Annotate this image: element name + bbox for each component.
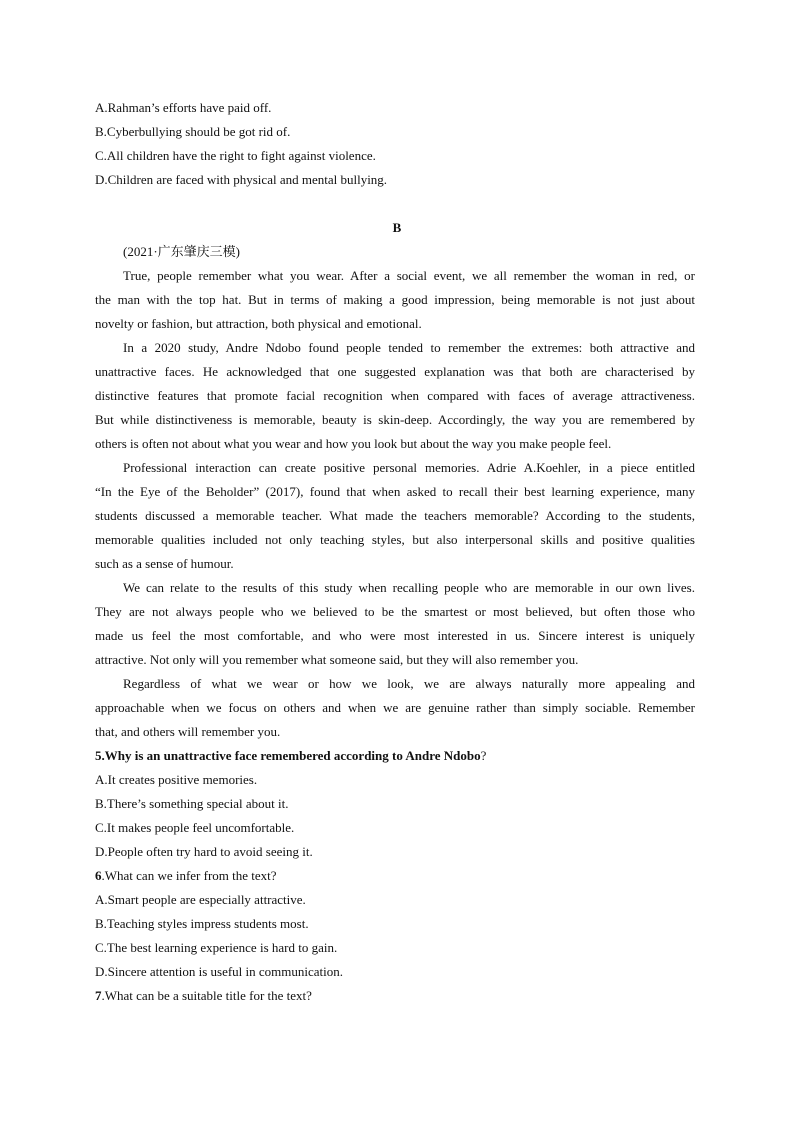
passage-line: the man with the top hat. But in terms of making a good impression, being memorable is not just about	[95, 292, 695, 307]
question-7	[95, 984, 312, 1008]
passage-line: that, and others will remember you.	[95, 724, 281, 739]
q5-option-b: B.There’s something special about it.	[95, 796, 289, 811]
question-stem: .Why is an unattractive face remembered according to Andre Ndobo	[101, 748, 481, 763]
q6-option-c: C.The best learning experience is hard to gain.	[95, 940, 338, 955]
question-number: 7	[95, 988, 102, 1003]
question-stem: .What can we infer from the text?	[101, 868, 277, 883]
question-number: 6	[95, 868, 102, 883]
passage-line: students discussed a memorable teacher. What made the teachers memorable? According to the students,	[95, 508, 695, 523]
passage-line: They are not always people who we believed to be the smartest or most believed, but often those who	[95, 604, 695, 619]
passage-line: But while distinctiveness is memorable, beauty is skin-deep. Accordingly, the way you are remembered by	[95, 412, 695, 427]
question-number: 5	[95, 748, 102, 763]
passage-line: such as a sense of humour.	[95, 556, 234, 571]
question-stem: .What can be a suitable title for the text?	[101, 988, 312, 1003]
prev-option-b: B.Cyberbullying should be got rid of.	[95, 124, 291, 139]
question-mark: ?	[480, 748, 487, 763]
q6-option-d: D.Sincere attention is useful in communication.	[95, 964, 344, 979]
section-heading: B	[392, 220, 402, 235]
passage-line: We can relate to the results of this study when recalling people who are memorable in our own lives.	[123, 580, 695, 595]
passage-line: True, people remember what you wear. After a social event, we all remember the woman in red, or	[123, 268, 695, 283]
passage-line: approachable when we focus on others and when we are genuine rather than simply sociable. Remember	[95, 700, 695, 715]
passage-line: Regardless of what we wear or how we look, we are always naturally more appealing and	[123, 676, 695, 691]
passage-line: others is often not about what you wear and how you look but about the way you make people feel.	[95, 436, 612, 451]
passage-line: novelty or fashion, but attraction, both physical and emotional.	[95, 316, 422, 331]
source-note: (2021·广东肇庆三模)	[123, 244, 240, 259]
q5-option-c: C.It makes people feel uncomfortable.	[95, 820, 295, 835]
passage-line: distinctive features that promote facial recognition when compared with faces of average attractiveness.	[95, 388, 695, 403]
passage-line: made us feel the most comfortable, and who were most interested in us. Sincere interest is uniquely	[95, 628, 695, 643]
prev-option-c: C.All children have the right to fight against violence.	[95, 148, 376, 163]
q6-option-b: B.Teaching styles impress students most.	[95, 916, 309, 931]
passage-line: attractive. Not only will you remember what someone said, but they will also remember you.	[95, 652, 579, 667]
prev-option-a: A.Rahman’s efforts have paid off.	[95, 100, 272, 115]
question-5	[95, 744, 486, 768]
passage-line: unattractive faces. He acknowledged that one suggested explanation was that both are characterised by	[95, 364, 695, 379]
q5-option-d: D.People often try hard to avoid seeing it.	[95, 844, 313, 859]
passage-line: memorable qualities included not only teaching styles, but also interpersonal skills and positive qualities	[95, 532, 695, 547]
q6-option-a: A.Smart people are especially attractive.	[95, 892, 306, 907]
question-6	[95, 864, 277, 888]
passage-line: Professional interaction can create positive personal memories. Adrie A.Koehler, in a piece entitled	[123, 460, 695, 475]
q5-option-a: A.It creates positive memories.	[95, 772, 258, 787]
passage-line: In a 2020 study, Andre Ndobo found people tended to remember the extremes: both attractive and	[123, 340, 695, 355]
passage-line: “In the Eye of the Beholder” (2017), found that when asked to recall their best learning experience, many	[95, 484, 695, 499]
prev-option-d: D.Children are faced with physical and mental bullying.	[95, 172, 388, 187]
